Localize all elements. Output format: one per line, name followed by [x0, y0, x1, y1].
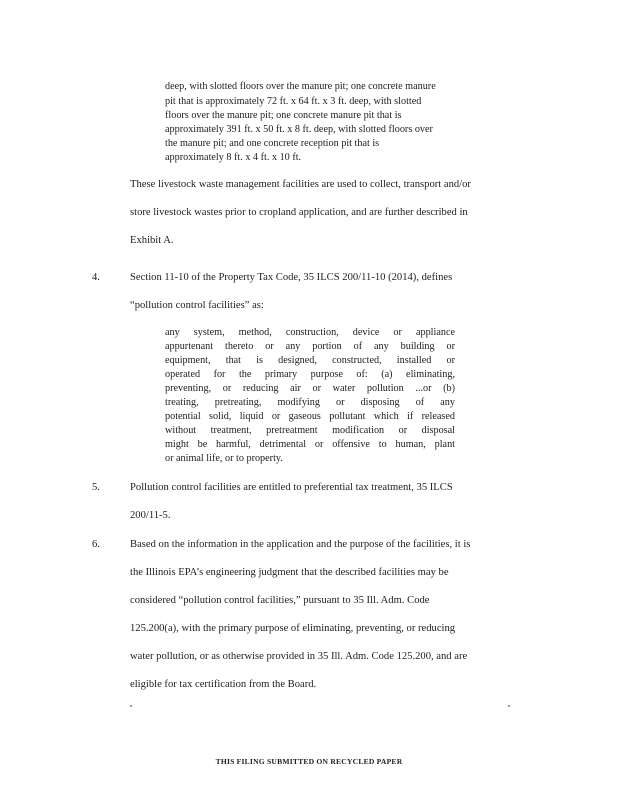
quote-line: preventing, or reducing air or water pollution ...or (b)	[165, 383, 455, 394]
quote-line: potential solid, liquid or gaseous pollutant which if released	[165, 411, 455, 422]
facility-line: approximately 391 ft. x 50 ft. x 8 ft. deep, with slotted floors over	[165, 124, 433, 135]
facility-line: approximately 8 ft. x 4 ft. x 10 ft.	[165, 152, 302, 163]
paragraph-line: Section 11-10 of the Property Tax Code, 35 ILCS 200/11-10 (2014), defines	[130, 272, 453, 283]
recycled-paper-footer: THIS FILING SUBMITTED ON RECYCLED PAPER	[215, 757, 403, 766]
paragraph-line: 125.200(a), with the primary purpose of eliminating, preventing, or reducing	[130, 623, 456, 634]
quote-line: without treatment, pretreatment modification or disposal	[165, 425, 455, 436]
paragraph-line: store livestock wastes prior to cropland application, and are further described in	[130, 207, 468, 218]
facility-line: the manure pit; and one concrete reception pit that is	[165, 138, 380, 149]
quote-line: might be harmful, detrimental or offensive to human, plant	[165, 439, 455, 450]
paragraph-line: Exhibit A.	[130, 235, 174, 246]
paragraph-line: the Illinois EPA’s engineering judgment that the described facilities may be	[130, 567, 449, 578]
paragraph-line: 200/11-5.	[130, 510, 171, 521]
facility-line: floors over the manure pit; one concrete manure pit that is	[165, 110, 402, 121]
paragraph-line: water pollution, or as otherwise provided in 35 Ill. Adm. Code 125.200, and are	[130, 651, 468, 662]
paragraph-line: “pollution control facilities” as:	[130, 300, 264, 311]
quote-line: or animal life, or to property.	[165, 453, 283, 464]
item-number: 4.	[92, 272, 100, 283]
paragraph-line: considered “pollution control facilities,” pursuant to 35 Ill. Adm. Code	[130, 595, 430, 606]
paragraph-line: Based on the information in the application and the purpose of the facilities, it is	[130, 539, 471, 550]
quote-line: operated for the primary purpose of: (a) eliminating,	[165, 369, 455, 380]
facility-line: deep, with slotted floors over the manure pit; one concrete manure	[165, 81, 436, 92]
paragraph-line: These livestock waste management facilities are used to collect, transport and/or	[130, 179, 471, 190]
scan-speck	[130, 705, 132, 707]
quote-line: appurtenant thereto or any portion of any building or	[165, 341, 455, 352]
scan-speck	[508, 705, 510, 707]
item-number: 5.	[92, 482, 100, 493]
quote-line: equipment, that is designed, constructed, installed or	[165, 355, 455, 366]
quote-line: any system, method, construction, device or appliance	[165, 327, 455, 338]
facility-line: pit that is approximately 72 ft. x 64 ft. x 3 ft. deep, with slotted	[165, 96, 422, 107]
paragraph-line: eligible for tax certification from the Board.	[130, 679, 317, 690]
item-number: 6.	[92, 539, 100, 550]
paragraph-line: Pollution control facilities are entitled to preferential tax treatment, 35 ILCS	[130, 482, 453, 493]
quote-line: treating, pretreating, modifying or disposing of any	[165, 397, 455, 408]
